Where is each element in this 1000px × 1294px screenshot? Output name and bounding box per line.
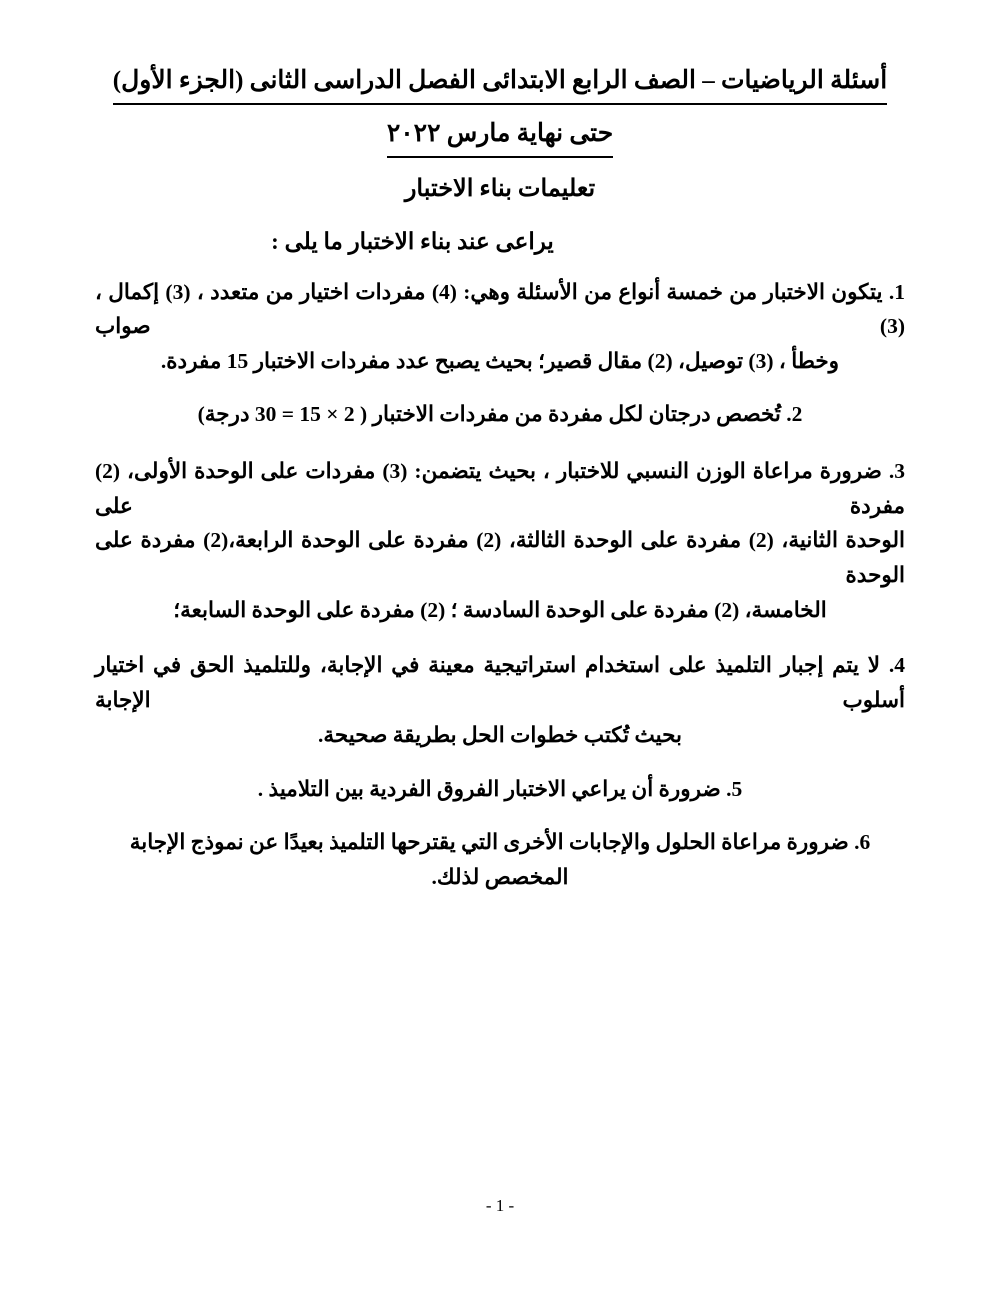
- item-line: 5. ضرورة أن يراعي الاختبار الفروق الفردية بين التلاميذ .: [257, 777, 743, 802]
- list-item: [95, 397, 905, 432]
- title-block: [0, 62, 1000, 158]
- list-item: [95, 454, 905, 628]
- intro-paragraph-text: يراعى عند بناء الاختبار ما يلى :: [271, 228, 554, 254]
- item-line: 2. تُخصص درجتان لكل مفردة من مفردات الاختبار ( 2 × 15 = 30 درجة): [197, 401, 803, 426]
- item-line: الخامسة، (2) مفردة على الوحدة السادسة ؛ (2) مفردة على الوحدة السابعة؛: [173, 598, 827, 623]
- item-line: بحيث تُكتب خطوات الحل بطريقة صحيحة.: [318, 722, 682, 747]
- list-item: [95, 648, 905, 752]
- document-title-line-1: [0, 62, 1000, 105]
- document-title-line-1-text: أسئلة الرياضيات – الصف الرابع الابتدائى الفصل الدراسى الثانى (الجزء الأول): [113, 62, 887, 105]
- list-item: [95, 772, 905, 807]
- item-line: وخطأ ، (3) توصيل، (2) مقال قصير؛ بحيث يصبح عدد مفردات الاختبار 15 مفردة.: [160, 349, 840, 374]
- instructions-list: [0, 275, 1000, 895]
- document-subtitle: تعليمات بناء الاختبار: [404, 175, 596, 202]
- item-line: 3. ضرورة مراعاة الوزن النسبي للاختبار ، بحيث يتضمن: (3) مفردات على الوحدة الأولى، (2) مفردة على: [95, 458, 905, 518]
- list-item: [95, 275, 905, 379]
- item-line: الوحدة الثانية، (2) مفردة على الوحدة الثالثة، (2) مفردة على الوحدة الرابعة،(2) مفردة على الوحدة: [95, 528, 905, 588]
- item-line: 1. يتكون الاختبار من خمسة أنواع من الأسئلة وهي: (4) مفردات اختيار من متعدد ، (3) إكمال ، (3) صواب: [95, 279, 905, 339]
- list-item: [95, 825, 905, 895]
- item-line: 4. لا يتم إجبار التلميذ على استخدام استراتيجية معينة في الإجابة، وللتلميذ الحق في اختيار أسلوب الإجابة: [95, 652, 905, 712]
- page-number-footer: - 1 -: [485, 1196, 515, 1215]
- item-line: 6. ضرورة مراعاة الحلول والإجابات الأخرى التي يقترحها التلميذ بعيدًا عن نموذج الإجابة المخصص لذلك.: [129, 830, 871, 890]
- intro-paragraph: [0, 229, 1000, 255]
- document-title-line-2: [0, 115, 1000, 158]
- document-title-line-2-text: حتى نهاية مارس ٢٠٢٢: [387, 115, 613, 158]
